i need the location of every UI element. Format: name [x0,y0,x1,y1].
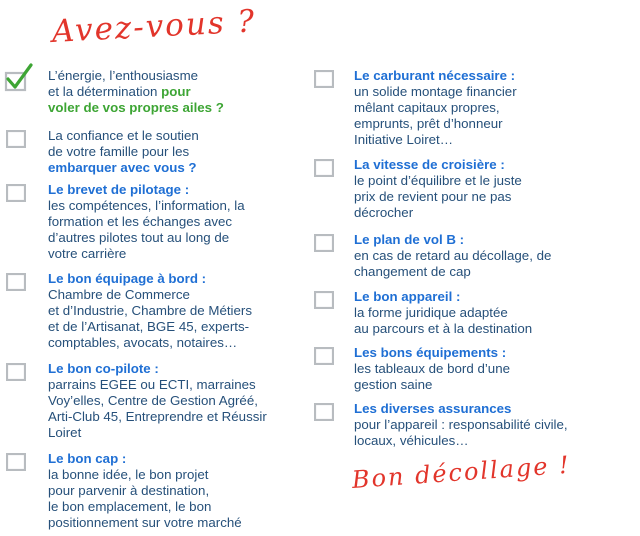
item-title: Le plan de vol B : [354,232,465,247]
checkbox-icon[interactable] [314,159,334,177]
item-text: de votre famille pour les [48,144,190,159]
item-title: Les bons équipements : [354,345,507,360]
checkbox-icon[interactable] [314,70,334,88]
item-text: la forme juridique adaptée [354,305,508,320]
item-text: comptables, avocats, notaires… [48,335,238,350]
item-text: L’énergie, l’enthousiasme [48,68,199,83]
checkbox-icon[interactable] [6,184,26,202]
item-text: et la détermination [48,84,158,99]
item-text: au parcours et à la destination [354,321,533,336]
item-text: Voy’elles, Centre de Gestion Agréé, [48,393,258,408]
item-text: un solide montage financier [354,84,517,99]
item-text: parrains EGEE ou ECTI, marraines [48,377,256,392]
item-title: embarquer avec vous ? [48,160,197,175]
item-title: Le bon équipage à bord : [48,271,207,286]
item-text: Loiret [48,425,82,440]
checkbox-icon[interactable] [314,234,334,252]
item-title: voler de vos propres ailes ? [48,100,224,115]
item-title: La vitesse de croisière : [354,157,505,172]
item-title: Le bon appareil : [354,289,461,304]
checkbox-icon[interactable] [314,291,334,309]
item-text: en cas de retard au décollage, de [354,248,552,263]
item-text: pour l’appareil : responsabilité civile, [354,417,568,432]
item-text: emprunts, prêt d’honneur [354,116,503,131]
item-text: les tableaux de bord d’une [354,361,510,376]
item-text: décrocher [354,205,414,220]
item-text: Arti-Club 45, Entreprendre et Réussir [48,409,267,424]
item-text: le point d’équilibre et le juste [354,173,522,188]
item-title: Le brevet de pilotage : [48,182,190,197]
item-text: gestion saine [354,377,433,392]
checkbox-icon[interactable] [6,363,26,381]
checkbox-icon[interactable] [6,130,26,148]
item-text: votre carrière [48,246,127,261]
item-text: d’autres pilotes tout au long de [48,230,230,245]
checkbox-icon[interactable] [6,453,26,471]
item-text: et d’Industrie, Chambre de Métiers [48,303,252,318]
item-text: locaux, véhicules… [354,433,469,448]
checkmark-icon[interactable] [6,70,26,88]
item-text: pour parvenir à destination, [48,483,210,498]
item-text: changement de cap [354,264,471,279]
item-title: Le bon cap : [48,451,127,466]
item-text: positionnement sur votre marché [48,515,242,530]
item-text: formation et les échanges avec [48,214,233,229]
item-text: Initiative Loiret… [354,132,454,147]
checkbox-icon[interactable] [314,403,334,421]
item-title: Le bon co-pilote : [48,361,159,376]
item-text: mêlant capitaux propres, [354,100,500,115]
page-title: Avez-vous ? [51,3,257,50]
item-text: les compétences, l’information, la [48,198,245,213]
item-title: pour [161,84,191,99]
item-text: prix de revient pour ne pas [354,189,512,204]
item-text: la bonne idée, le bon projet [48,467,209,482]
item-title: Le carburant nécessaire : [354,68,516,83]
item-text: et de l’Artisanat, BGE 45, experts- [48,319,250,334]
item-text: La confiance et le soutien [48,128,199,143]
item-text: Chambre de Commerce [48,287,190,302]
item-text: le bon emplacement, le bon [48,499,212,514]
checkbox-icon[interactable] [6,273,26,291]
checkbox-icon[interactable] [314,347,334,365]
item-title: Les diverses assurances [354,401,512,416]
closing-slogan: Bon décollage ! [351,450,572,494]
